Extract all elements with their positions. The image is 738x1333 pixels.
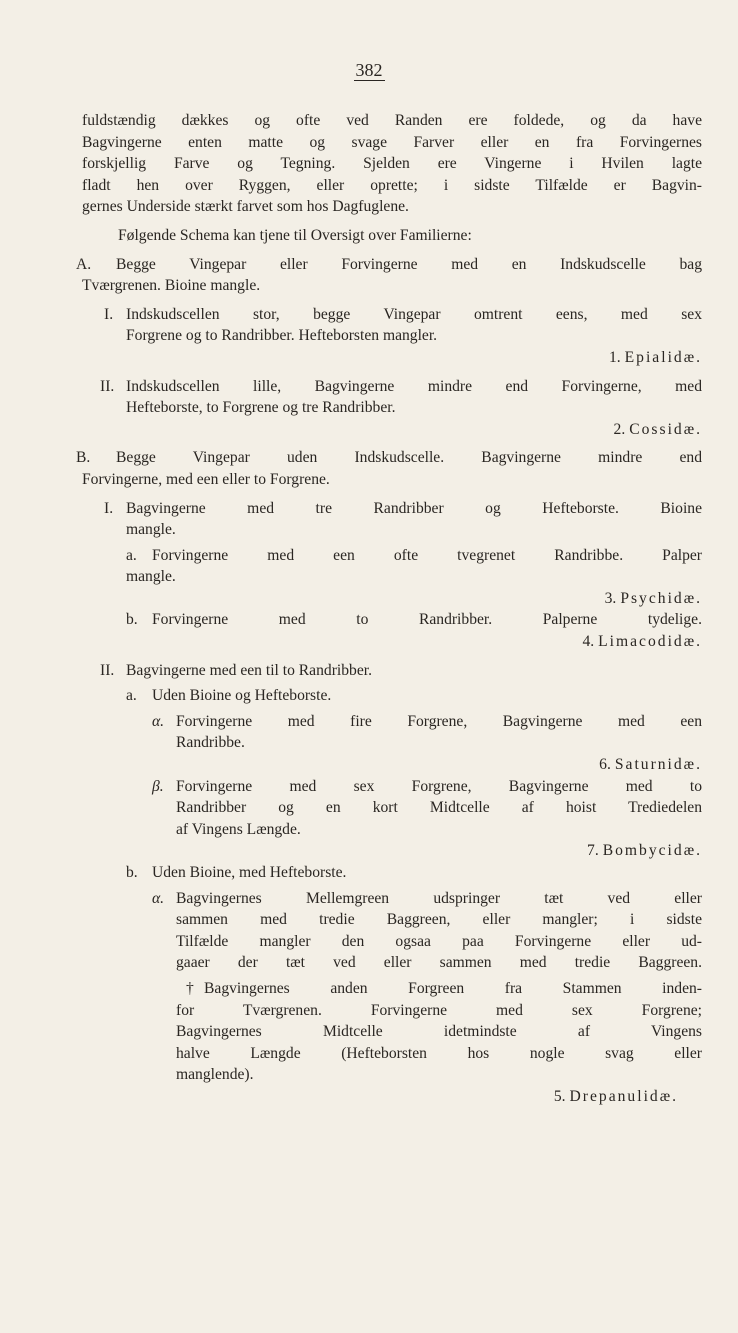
section-label: A. xyxy=(76,255,92,273)
page-number: 382 xyxy=(355,60,383,80)
text-line: Randribbe. xyxy=(176,734,245,752)
text-line: Randribber og en kort Midtcelle af hoist Trediedelen xyxy=(176,799,702,817)
family-name: 4. Limacodidæ. xyxy=(582,633,702,651)
text-line: Forvingerne med sex Forgrene, Bagvingerne med to xyxy=(176,777,702,795)
section-b-ii-a xyxy=(82,685,702,707)
section-b-ii-a-alpha xyxy=(82,711,702,776)
text-line: Forvingerne med to Randribber. Palperne tydelige. xyxy=(152,611,702,629)
text-line: Bagvingernes Mellemgreen udspringer tæt ved eller xyxy=(176,889,702,907)
section-label: b. xyxy=(126,864,138,881)
section-b-ii-a-beta xyxy=(82,776,702,862)
text-line: mangle. xyxy=(126,568,176,586)
family-name: 7. Bombycidæ. xyxy=(587,842,702,860)
text-line: forskjellig Farve og Tegning. Sjelden ere Vingerne i Hvilen lagte xyxy=(82,155,702,173)
section-label: α. xyxy=(152,889,165,907)
section-b xyxy=(76,447,702,490)
text-line: Forvingerne med een ofte tvegrenet Randribbe. Palper xyxy=(152,546,702,564)
text-line: manglende). xyxy=(176,1066,254,1084)
text-line: Indskudscellen stor, begge Vingepar omtrent eens, med sex xyxy=(126,305,702,323)
section-a xyxy=(76,254,702,297)
text-line: Forvingerne med fire Forgrene, Bagvingerne med een xyxy=(176,712,702,730)
family-name: 6. Saturnidæ. xyxy=(599,756,702,774)
text-line: Tilfælde mangler den ogsaa paa Forvingerne eller ud- xyxy=(176,932,702,950)
family-name: 2. Cossidæ. xyxy=(613,420,702,438)
text-line: gaaer der tæt ved eller sammen med tredie Baggreen. xyxy=(176,954,702,972)
text-line: fuldstændig dækkes og ofte ved Randen ere foldede, og da have xyxy=(82,112,702,129)
text-line: Tværgrenen. Bioine mangle. xyxy=(82,277,261,295)
text-line: af Vingens Længde. xyxy=(176,820,301,838)
text-line: Uden Bioine, med Hefteborste. xyxy=(152,864,347,881)
section-b-ii xyxy=(82,660,702,682)
section-label: α. xyxy=(152,712,165,730)
text-line: Bagvingerne enten matte og svage Farver eller en fra Forvingernes xyxy=(82,133,702,151)
text-line: Indskudscellen lille, Bagvingerne mindre end Forvingerne, med xyxy=(126,377,702,395)
text-line: sammen med tredie Baggreen, eller mangler; i sidste xyxy=(176,911,702,929)
family-name: 3. Psychidæ. xyxy=(604,589,702,607)
section-label: a. xyxy=(126,546,137,564)
text-line: Bagvingernes Midtcelle idetmindste af Vingens xyxy=(176,1023,702,1041)
text-line: Forgrene og to Randribber. Hefteborsten mangler. xyxy=(126,327,438,345)
section-a-ii xyxy=(82,376,702,441)
section-label: I. xyxy=(104,305,114,323)
section-b-i-b xyxy=(82,609,702,652)
text-line: Begge Vingepar uden Indskudscelle. Bagvingerne mindre end xyxy=(116,449,702,467)
section-b-i xyxy=(82,498,702,541)
section-b-i-a xyxy=(82,545,702,610)
schema-intro: Følgende Schema kan tjene til Oversigt over Familierne: xyxy=(118,226,472,244)
section-label: † xyxy=(186,979,194,997)
text-line: for Tværgrenen. Forvingerne med sex Forgrene; xyxy=(176,1001,702,1019)
text-line: Bagvingerne med tre Randribber og Hefteborste. Bioine xyxy=(126,499,702,517)
family-name: 1. Epialidæ. xyxy=(608,348,702,366)
section-label: a. xyxy=(126,687,137,705)
family-name: 5. Drepanulidæ. xyxy=(553,1087,678,1105)
section-label: b. xyxy=(126,611,138,629)
section-label: II. xyxy=(100,377,115,395)
section-label: B. xyxy=(76,449,91,467)
text-line: Begge Vingepar eller Forvingerne med en Indskudscelle bag xyxy=(116,255,702,273)
text-line: Bagvingerne med een til to Randribber. xyxy=(126,661,372,679)
section-label: II. xyxy=(100,661,115,679)
text-line: gernes Underside stærkt farvet som hos Dagfuglene. xyxy=(82,198,409,216)
text-line: fladt hen over Ryggen, eller oprette; i sidste Tilfælde er Bagvin- xyxy=(82,176,702,194)
text-line: Hefteborste, to Forgrene og tre Randribber. xyxy=(126,399,396,417)
text-line: Bagvingernes anden Forgreen fra Stammen inden- xyxy=(204,979,702,997)
section-b-ii-b-alpha xyxy=(82,888,702,974)
intro-paragraph xyxy=(82,110,702,218)
text-line: Uden Bioine og Hefteborste. xyxy=(152,687,332,705)
section-label: β. xyxy=(152,777,164,795)
section-a-i xyxy=(82,304,702,369)
section-label: I. xyxy=(104,499,114,517)
text-line: halve Længde (Hefteborsten hos nogle svag eller xyxy=(176,1044,702,1062)
text-line: Forvingerne, med een eller to Forgrene. xyxy=(82,470,330,488)
page-text xyxy=(76,110,702,1108)
section-b-ii-b-dagger xyxy=(82,978,702,1108)
text-line: mangle. xyxy=(126,521,176,539)
section-b-ii-b xyxy=(82,862,702,884)
